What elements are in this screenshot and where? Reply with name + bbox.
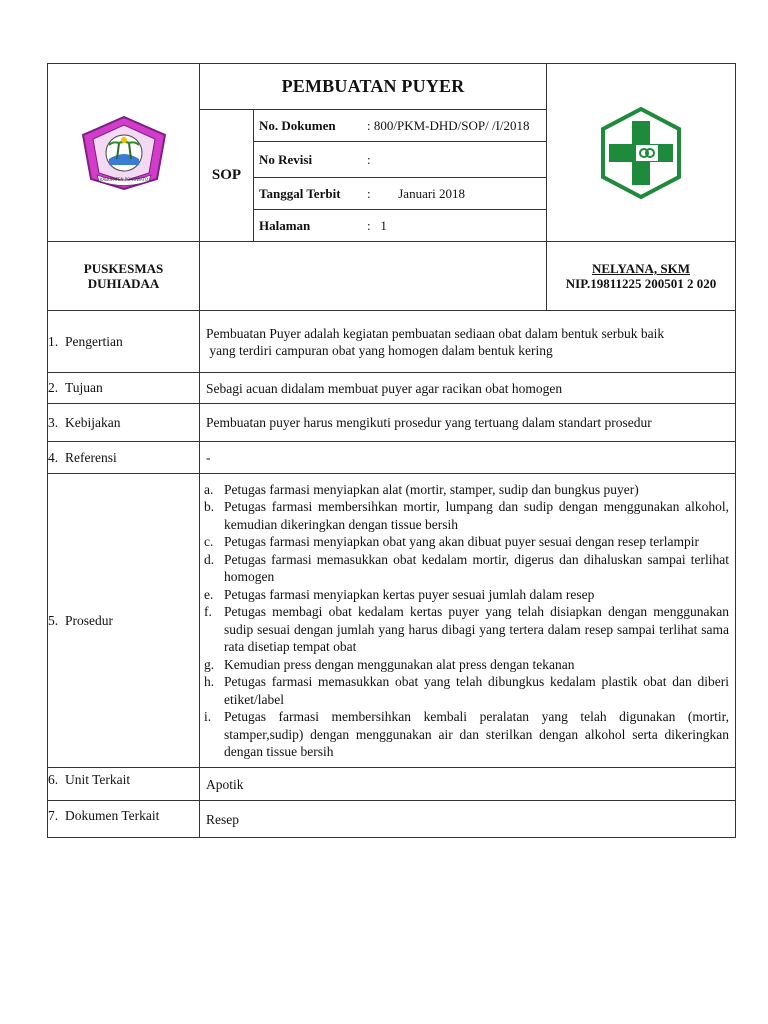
row-dokumen-terkait	[48, 801, 736, 838]
pengertian-line2: yang terdiri campuran obat yang homogen dalam bentuk kering	[206, 342, 553, 358]
label-prosedur	[48, 474, 200, 768]
step-marker: c.	[204, 534, 214, 549]
content-pengertian	[200, 311, 736, 373]
procedure-step	[204, 708, 729, 761]
step-marker: a.	[204, 481, 214, 497]
step-marker: f.	[204, 604, 212, 619]
step-text: Petugas farmasi membersihkan kembali peralatan yang telah digunakan (mortir, stamper,sudip) dengan menggunakan air dan sterilkan dengan alkohol serta dikeringkan dengan tissue bersih	[224, 709, 730, 759]
section-label: Referensi	[65, 449, 117, 465]
procedure-step	[204, 603, 729, 656]
meta-colon: :	[367, 185, 371, 201]
meta-value: Januari 2018	[398, 185, 466, 201]
procedure-step	[204, 673, 729, 708]
content-referensi: -	[200, 442, 736, 474]
meta-value: 1	[380, 217, 387, 233]
label-unit-terkait	[48, 768, 200, 801]
meta-colon: :	[367, 151, 371, 167]
sop-document	[47, 63, 735, 838]
content-prosedur	[200, 474, 736, 768]
meta-value: 800/PKM-DHD/SOP/ /I/2018	[373, 117, 530, 133]
procedure-step	[204, 533, 729, 551]
meta-halaman	[254, 210, 547, 242]
step-text: Petugas farmasi menyiapkan alat (mortir, stamper, sudip dan bungkus puyer)	[224, 481, 639, 497]
meta-tanggal-terbit	[254, 178, 547, 210]
step-text: Petugas farmasi menyiapkan obat yang akan dibuat puyer sesuai dengan resep terlampir	[224, 534, 699, 549]
content-unit-terkait: Apotik	[200, 768, 736, 801]
signature-blank	[200, 242, 547, 311]
meta-no-dokumen	[254, 110, 547, 142]
right-logo-cell	[547, 64, 736, 242]
procedure-step	[204, 551, 729, 586]
step-marker: g.	[204, 656, 215, 672]
step-text: Petugas farmasi memasukkan obat yang telah dibungkus kedalam plastik obat dan diberi etiket/label	[224, 674, 730, 707]
puskesmas-name	[48, 242, 200, 311]
label-referensi	[48, 442, 200, 474]
section-label: Unit Terkait	[65, 772, 131, 787]
meta-key: Tanggal Terbit	[259, 185, 341, 201]
meta-key: Halaman	[259, 217, 311, 233]
section-number: 6.	[48, 772, 59, 787]
step-marker: d.	[204, 551, 215, 567]
signer-nip: NIP.19811225 200501 2 020	[565, 276, 717, 291]
section-label: Pengertian	[65, 333, 123, 349]
content-kebijakan: Pembuatan puyer harus mengikuti prosedur yang tertuang dalam standart prosedur	[200, 404, 736, 442]
section-label: Dokumen Terkait	[65, 808, 160, 823]
pengertian-line1: Pembuatan Puyer adalah kegiatan pembuatan sediaan obat dalam bentuk serbuk baik	[206, 325, 665, 341]
row-unit-terkait	[48, 768, 736, 801]
section-number: 1.	[48, 333, 59, 349]
section-label: Tujuan	[65, 380, 103, 395]
meta-colon: :	[367, 217, 371, 233]
step-marker: e.	[204, 586, 214, 602]
signer-block	[547, 242, 736, 311]
content-tujuan: Sebagi acuan didalam membuat puyer agar racikan obat homogen	[200, 373, 736, 404]
section-number: 3.	[48, 414, 59, 430]
meta-key: No Revisi	[259, 151, 313, 167]
row-referensi	[48, 442, 736, 474]
step-marker: h.	[204, 674, 215, 689]
content-dokumen-terkait: Resep	[200, 801, 736, 838]
row-prosedur	[48, 474, 736, 768]
left-logo-cell	[48, 64, 200, 242]
section-label: Kebijakan	[65, 414, 121, 430]
step-marker: b.	[204, 499, 215, 514]
row-tujuan	[48, 373, 736, 404]
step-text: Petugas membagi obat kedalam kertas puyer yang telah disiapkan dengan menggunakan sudip sesuai dengan jumlah yang harus dibagi yang tertera dalam resep sampai terlihat sama rata disetiap tempat obat	[224, 604, 730, 654]
meta-colon: :	[367, 117, 371, 133]
sop-label: SOP	[200, 110, 254, 242]
procedure-step	[204, 586, 729, 604]
emblem-caption: KABUPATEN POHUWATO	[99, 176, 148, 182]
procedure-step	[204, 498, 729, 533]
sop-table	[47, 63, 736, 838]
label-tujuan	[48, 373, 200, 404]
meta-no-revisi	[254, 142, 547, 178]
section-number: 5.	[48, 612, 59, 628]
section-number: 7.	[48, 808, 59, 823]
row-pengertian	[48, 311, 736, 373]
document-title: PEMBUATAN PUYER	[200, 64, 547, 110]
step-text: Petugas farmasi membersihkan mortir, lumpang dan sudip dengan menggunakan alkohol, kemudian dikeringkan dengan tissue bersih	[224, 499, 730, 532]
step-marker: i.	[204, 709, 212, 724]
step-text: Kemudian press dengan menggunakan alat press dengan tekanan	[224, 656, 575, 672]
label-pengertian	[48, 311, 200, 373]
puskesmas-line1: PUSKESMAS	[83, 261, 164, 276]
signer-name: NELYANA, SKM	[592, 261, 691, 276]
step-text: Petugas farmasi menyiapkan kertas puyer sesuai jumlah dalam resep	[224, 586, 595, 602]
row-kebijakan	[48, 404, 736, 442]
step-text: Petugas farmasi memasukkan obat kedalam mortir, digerus dan dihaluskan sampai terlihat homogen	[224, 551, 730, 584]
procedure-step	[204, 481, 729, 499]
meta-key: No. Dokumen	[259, 117, 336, 133]
puskesmas-line2: DUHIADAA	[87, 276, 160, 291]
label-kebijakan	[48, 404, 200, 442]
procedure-steps	[204, 481, 729, 761]
section-number: 4.	[48, 449, 59, 465]
section-number: 2.	[48, 380, 59, 395]
regency-emblem-icon	[73, 113, 175, 193]
section-label: Prosedur	[65, 612, 113, 628]
label-dokumen-terkait	[48, 801, 200, 838]
procedure-step	[204, 656, 729, 674]
puskesmas-cross-icon	[596, 107, 686, 199]
